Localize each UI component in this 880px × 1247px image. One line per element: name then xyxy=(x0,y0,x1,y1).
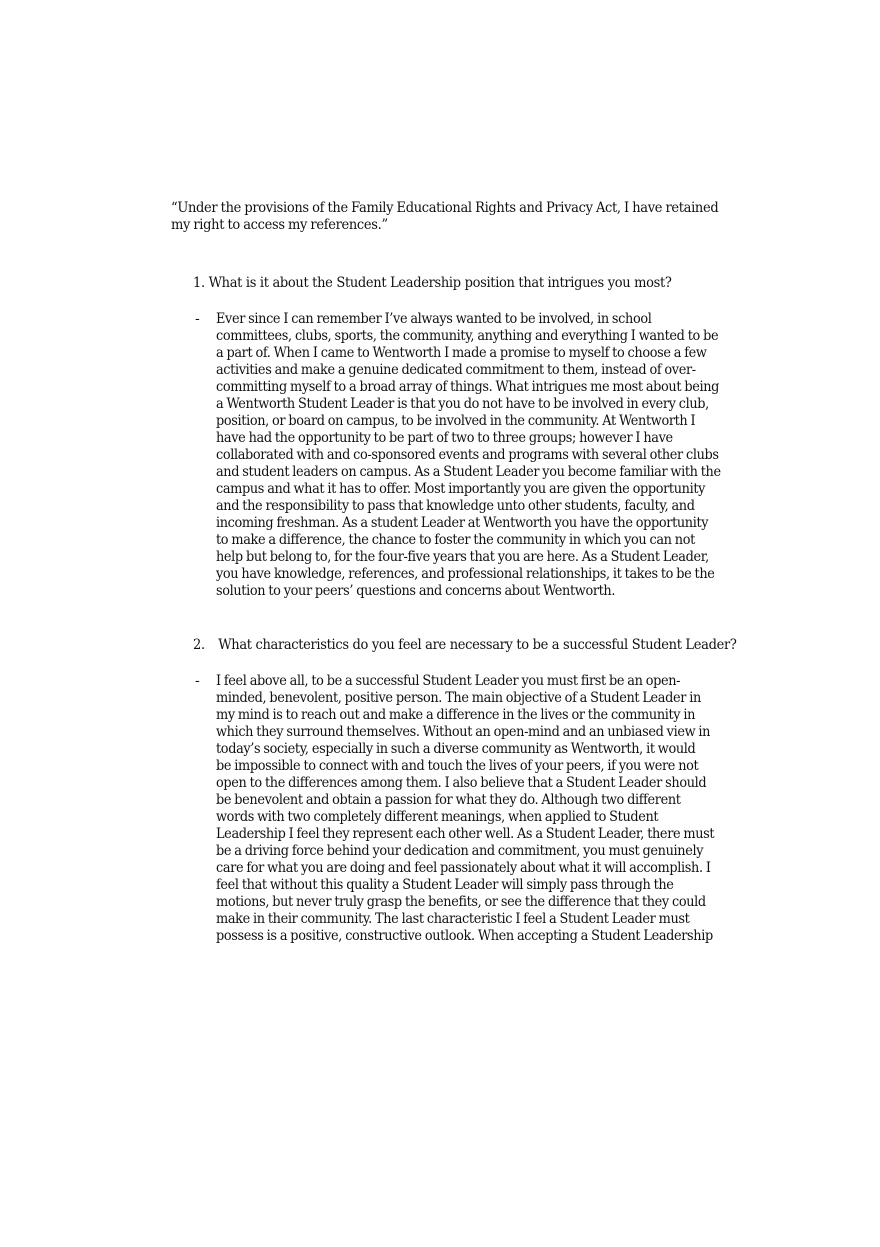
answer-line: minded, benevolent, positive person. The main objective of a Student Leader in xyxy=(216,690,701,706)
answer-line: my mind is to reach out and make a difference in the lives or the community in xyxy=(216,707,696,723)
answer-line: activities and make a genuine dedicated commitment to them, instead of over- xyxy=(216,362,696,378)
answer-line: words with two completely different meanings, when applied to Student xyxy=(216,809,659,825)
answer-line: incoming freshman. As a student Leader at Wentworth you have the opportunity xyxy=(216,515,709,531)
question-1 xyxy=(193,275,679,292)
answer-line: which they surround themselves. Without an open-mind and an unbiased view in xyxy=(216,724,711,740)
answer-line: and the responsibility to pass that knowledge unto other students, faculty, and xyxy=(216,498,695,514)
question-text: What characteristics do you feel are necessary to be a successful Student Leader? xyxy=(218,637,737,653)
question-text: What is it about the Student Leadership position that intrigues you most? xyxy=(208,275,672,291)
document-content xyxy=(171,200,737,945)
answer-line: collaborated with and co-sponsored events and programs with several other clubs xyxy=(216,447,719,463)
statement-line: “Under the provisions of the Family Educational Rights and Privacy Act, I have retained xyxy=(171,200,719,216)
answer-line: make in their community. The last characteristic I feel a Student Leader must xyxy=(216,911,690,927)
answer-line: committees, clubs, sports, the community, anything and everything I wanted to be xyxy=(216,328,719,344)
answer-line: and student leaders on campus. As a Student Leader you become familiar with the xyxy=(216,464,721,480)
answer-line: campus and what it has to offer. Most importantly you are given the opportunity xyxy=(216,481,706,497)
question-2 xyxy=(193,637,737,654)
question-number: 2. xyxy=(193,637,205,653)
answer-line: possess is a positive, constructive outlook. When accepting a Student Leadership xyxy=(216,928,713,944)
answer-body xyxy=(216,673,715,945)
answer-line: care for what you are doing and feel passionately about what it will accomplish. I xyxy=(216,860,711,876)
answer-line: committing myself to a broad array of things. What intrigues me most about being xyxy=(216,379,720,395)
answer-line: have had the opportunity to be part of two to three groups; however I have xyxy=(216,430,673,446)
answer-1 xyxy=(195,311,721,600)
answer-line: Leadership I feel they represent each other well. As a Student Leader, there must xyxy=(216,826,715,842)
statement-line: my right to access my references.” xyxy=(171,217,388,233)
answer-line: to make a difference, the chance to foster the community in which you can not xyxy=(216,532,695,548)
answer-line: a part of. When I came to Wentworth I made a promise to myself to choose a few xyxy=(216,345,707,361)
list-dash: - xyxy=(195,673,200,689)
question-number: 1. xyxy=(193,275,205,291)
answer-line: solution to your peers’ questions and concerns about Wentworth. xyxy=(216,583,616,599)
answer-line: today’s society, especially in such a diverse community as Wentworth, it would xyxy=(216,741,696,757)
answer-line: position, or board on campus, to be involved in the community. At Wentworth I xyxy=(216,413,696,429)
answer-line: be impossible to connect with and touch the lives of your peers, if you were not xyxy=(216,758,699,774)
answer-body xyxy=(216,311,721,600)
answer-line: a Wentworth Student Leader is that you do not have to be involved in every club, xyxy=(216,396,709,412)
answer-line: be benevolent and obtain a passion for what they do. Although two different xyxy=(216,792,681,808)
answer-line: motions, but never truly grasp the benefits, or see the difference that they could xyxy=(216,894,706,910)
answer-line: you have knowledge, references, and professional relationships, it takes to be the xyxy=(216,566,715,582)
ferpa-statement xyxy=(171,200,719,234)
list-dash: - xyxy=(195,311,200,327)
answer-line: feel that without this quality a Student Leader will simply pass through the xyxy=(216,877,674,893)
answer-line: Ever since I can remember I’ve always wanted to be involved, in school xyxy=(216,311,652,327)
answer-line: be a driving force behind your dedication and commitment, you must genuinely xyxy=(216,843,704,859)
answer-line: help but belong to, for the four-five years that you are here. As a Student Leader, xyxy=(216,549,709,565)
answer-2 xyxy=(195,673,716,945)
answer-line: open to the differences among them. I also believe that a Student Leader should xyxy=(216,775,707,791)
answer-line: I feel above all, to be a successful Student Leader you must first be an open- xyxy=(216,673,681,689)
